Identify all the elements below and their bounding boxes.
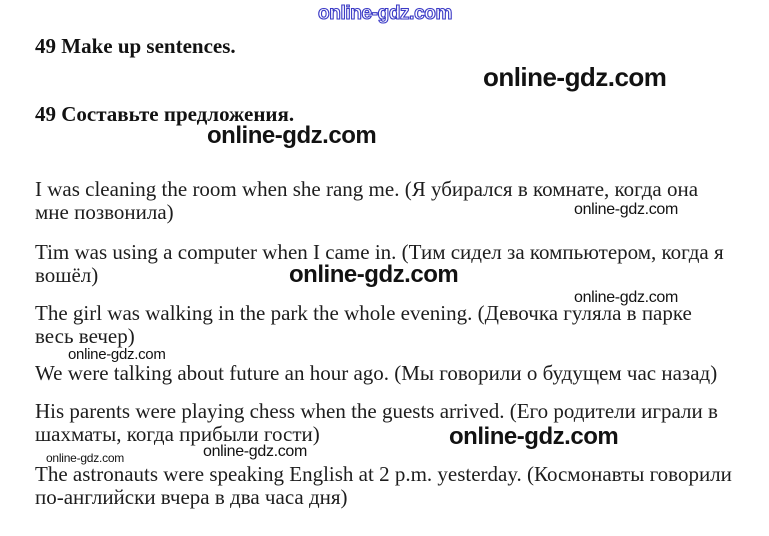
sentence-3-line-2: весь вечер) xyxy=(35,324,135,348)
sentence-1-line-1: I was cleaning the room when she rang me. (Я убирался в комнате, когда она xyxy=(35,177,699,201)
watermark-outline-top: online-gdz.com xyxy=(318,3,453,24)
watermark-tiny-left: online-gdz.com xyxy=(46,451,125,465)
sentence-1-line-2: мне позвонила) xyxy=(35,200,174,224)
sentence-6 xyxy=(35,463,732,509)
sentence-2-line-1: Tim was using a computer when I came in. (Тим сидел за компьютером, когда я xyxy=(35,240,724,264)
sentence-6-line-2: по-английски вчера в два часа дня) xyxy=(35,485,348,509)
sentence-5-line-2: шахматы, когда прибыли гости) xyxy=(35,422,320,446)
sentence-4-line-1: We were talking about future an hour ago. (Мы говорили о будущем час назад) xyxy=(35,361,718,385)
task-title-russian: 49 Составьте предложения. xyxy=(35,102,295,126)
watermark-large-center: online-gdz.com xyxy=(207,122,377,149)
sentence-6-line-1: The astronauts were speaking English at 2 p.m. yesterday. (Космонавты говорили xyxy=(35,462,732,486)
watermark-small-left: online-gdz.com xyxy=(68,346,166,363)
watermark-large-right: online-gdz.com xyxy=(483,62,667,92)
sentence-3-line-1: The girl was walking in the park the whole evening. (Девочка гуляла в парке xyxy=(35,301,692,325)
task-title-english: 49 Make up sentences. xyxy=(35,34,236,58)
sentence-4 xyxy=(35,362,717,385)
watermark-medium-right: online-gdz.com xyxy=(449,423,619,450)
watermark-small-right-1: online-gdz.com xyxy=(574,201,679,218)
sentence-3 xyxy=(35,302,692,348)
watermark-small-center: online-gdz.com xyxy=(203,443,308,460)
sentence-2-line-2: вошёл) xyxy=(35,263,99,287)
watermark-small-right-2: online-gdz.com xyxy=(574,289,679,306)
watermark-medium-center: online-gdz.com xyxy=(289,261,459,288)
sentence-5-line-1: His parents were playing chess when the guests arrived. (Его родители играли в xyxy=(35,399,718,423)
